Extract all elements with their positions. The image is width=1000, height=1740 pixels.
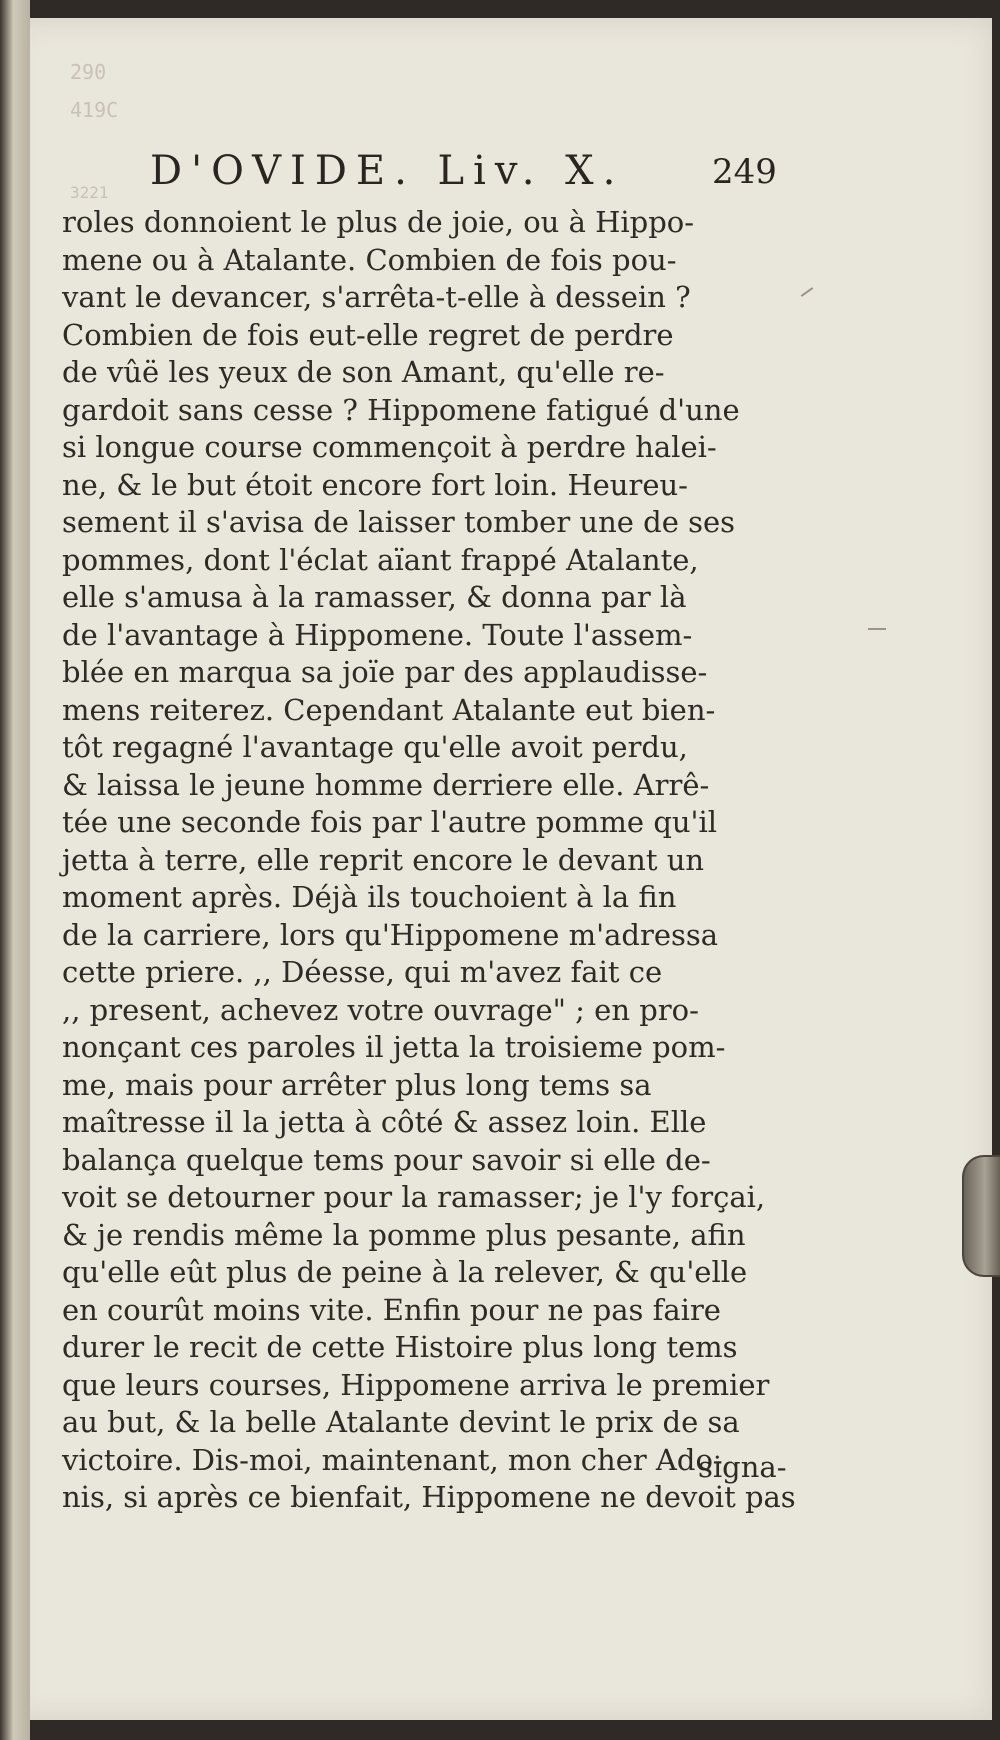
- text-line: maîtresse il la jetta à côté & assez loin. Elle: [62, 1105, 707, 1139]
- text-line: tée une seconde fois par l'autre pomme qu'il: [62, 805, 718, 839]
- text-line: victoire. Dis-moi, maintenant, mon cher Ado-: [62, 1442, 723, 1477]
- text-line: & laissa le jeune homme derriere elle. Arrê-: [62, 767, 710, 802]
- text-line: que leurs courses, Hippomene arriva le premier: [62, 1367, 770, 1402]
- text-line: mene ou à Atalante. Combien de fois pou-: [62, 242, 677, 277]
- text-line: de la carriere, lors qu'Hippomene m'adressa: [62, 917, 719, 952]
- text-line: elle s'amusa à la ramasser, & donna par là: [62, 580, 687, 614]
- text-line: me, mais pour arrêter plus long tems sa: [62, 1067, 652, 1102]
- text-line: cette priere. ,, Déesse, qui m'avez fait ce: [62, 955, 663, 989]
- facing-page-edge: [0, 0, 30, 1740]
- text-line: durer le recit de cette Histoire plus long tems: [62, 1330, 738, 1364]
- text-line: moment après. Déjà ils touchoient à la fin: [62, 880, 677, 914]
- page-header: [150, 148, 777, 198]
- text-line: de l'avantage à Hippomene. Toute l'assem-: [62, 617, 693, 652]
- text-line: ,, present, achevez votre ouvrage" ; en pro-: [62, 992, 699, 1027]
- bleed-through-mark: 419C: [70, 98, 119, 122]
- text-line: nis, si après ce bienfait, Hippomene ne devoit pas: [62, 1480, 796, 1514]
- text-line: de vûë les yeux de son Amant, qu'elle re-: [62, 355, 665, 389]
- margin-mark: [801, 287, 814, 297]
- text-line: sement il s'avisa de laisser tomber une de ses: [62, 505, 736, 539]
- text-line: pommes, dont l'éclat aïant frappé Atalante,: [62, 542, 699, 577]
- text-line: mens reiterez. Cependant Atalante eut bien-: [62, 692, 716, 727]
- text-line: balança quelque tems pour savoir si elle de-: [62, 1142, 711, 1177]
- catchword: signa-: [698, 1450, 787, 1484]
- bleed-through-mark: 290: [70, 60, 107, 84]
- text-line: jetta à terre, elle reprit encore le devant un: [62, 842, 705, 877]
- book-page: [10, 18, 992, 1720]
- text-line: vant le devancer, s'arrêta-t-elle à dessein ?: [62, 280, 691, 314]
- text-line: tôt regagné l'avantage qu'elle avoit perdu,: [62, 730, 688, 764]
- page-clip: [962, 1155, 1000, 1277]
- running-title: D'OVIDE. Liv. X.: [150, 148, 625, 194]
- text-line: ne, & le but étoit encore fort loin. Heureu-: [62, 467, 688, 502]
- bleed-through-mark: 3221: [70, 183, 109, 202]
- text-line: voit se detourner pour la ramasser; je l'y forçai,: [62, 1180, 766, 1214]
- text-line: qu'elle eût plus de peine à la relever, & qu'elle: [62, 1255, 748, 1289]
- text-line: si longue course commençoit à perdre halei-: [62, 430, 717, 464]
- text-line: gardoit sans cesse ? Hippomene fatigué d'une: [62, 392, 740, 427]
- text-line: nonçant ces paroles il jetta la troisieme pom-: [62, 1030, 726, 1064]
- text-line: roles donnoient le plus de joie, ou à Hippo-: [62, 205, 695, 239]
- text-line: & je rendis même la pomme plus pesante, afin: [62, 1217, 746, 1252]
- text-line: au but, & la belle Atalante devint le prix de sa: [62, 1405, 740, 1439]
- text-line: en courût moins vite. Enfin pour ne pas faire: [62, 1292, 721, 1327]
- margin-mark: [868, 628, 886, 630]
- text-line: Combien de fois eut-elle regret de perdre: [62, 317, 674, 352]
- text-line: blée en marqua sa joïe par des applaudisse-: [62, 655, 708, 689]
- body-text: [62, 204, 796, 1517]
- page-number: 249: [712, 152, 777, 192]
